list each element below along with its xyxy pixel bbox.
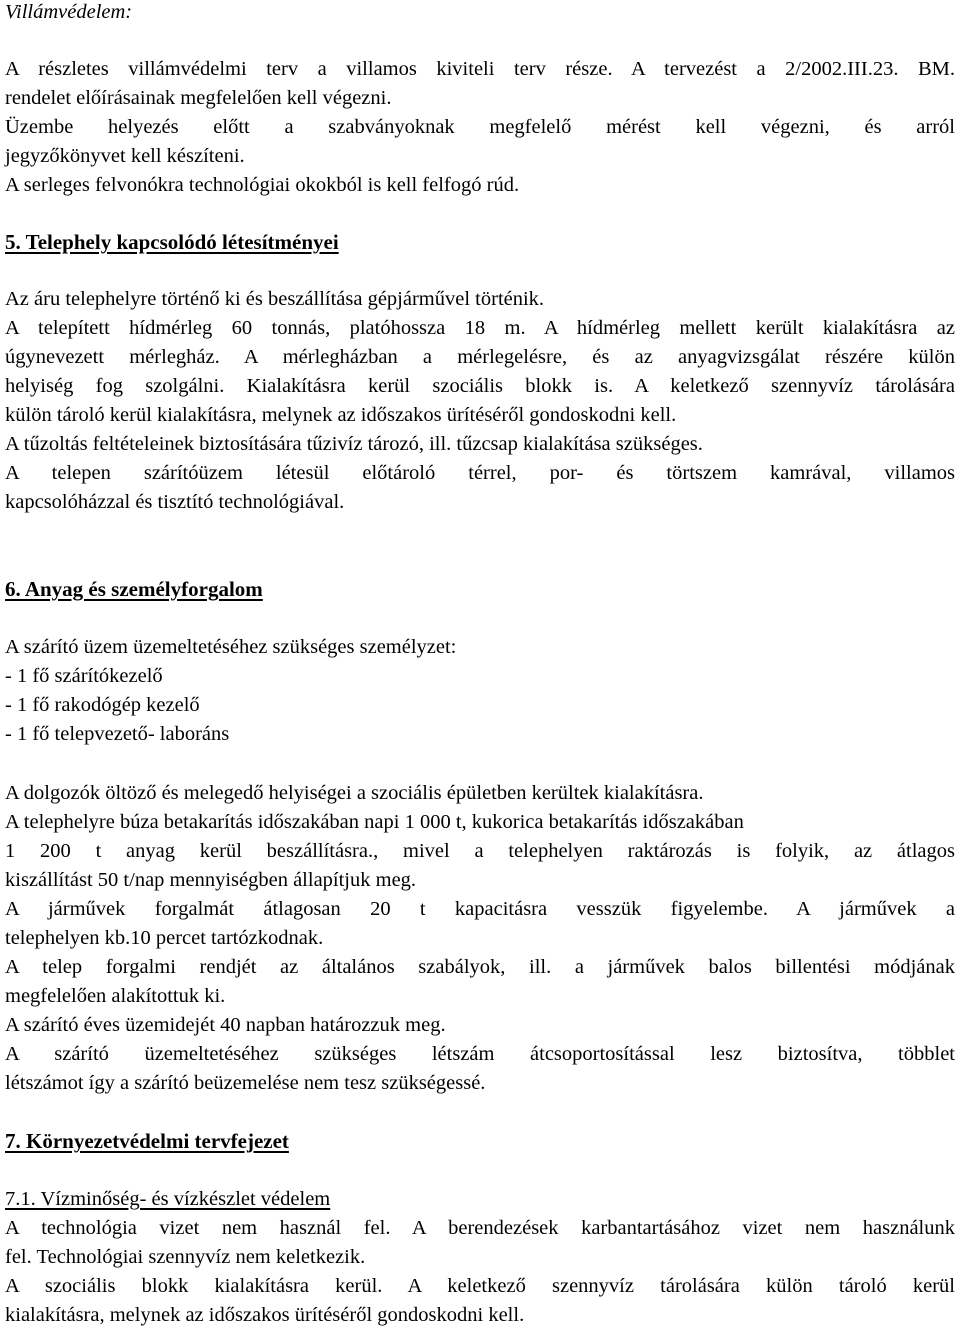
paragraph-line: A telepített hídmérleg 60 tonnás, platóhossza 18 m. A hídmérleg mellett került kialakításra az bbox=[5, 317, 955, 339]
list-item: - 1 fő telepvezető- laboráns bbox=[5, 723, 230, 745]
paragraph-line: A telephelyre búza betakarítás időszakában napi 1 000 t, kukorica betakarítás időszakában bbox=[5, 811, 744, 833]
paragraph-line: kialakításra, melynek az időszakos ürítéséről gondoskodni kell. bbox=[5, 1304, 525, 1326]
paragraph-line: megfelelően alakítottuk ki. bbox=[5, 985, 226, 1007]
list-item: - 1 fő rakodógép kezelő bbox=[5, 694, 200, 716]
paragraph-line: fel. Technológiai szennyvíz nem keletkezik. bbox=[5, 1246, 366, 1268]
paragraph-line: A szárító üzem üzemeltetéséhez szükséges személyzet: bbox=[5, 636, 457, 658]
paragraph-line: A szárító éves üzemidejét 40 napban határozzuk meg. bbox=[5, 1014, 446, 1036]
paragraph-line: kapcsolóházzal és tisztító technológiával. bbox=[5, 491, 345, 513]
paragraph-line: létszámot így a szárító beüzemelése nem tesz szükségessé. bbox=[5, 1072, 486, 1094]
paragraph-line: rendelet előírásainak megfelelően kell végezni. bbox=[5, 87, 392, 109]
section-heading-5: 5. Telephely kapcsolódó létesítményei bbox=[5, 230, 339, 254]
paragraph-line: jegyzőkönyvet kell készíteni. bbox=[5, 145, 245, 167]
paragraph-line: külön tároló kerül kialakításra, melynek az időszakos ürítéséről gondoskodni kell. bbox=[5, 404, 677, 426]
paragraph-line: helyiség fog szolgálni. Kialakításra kerül szociális blokk is. A keletkező szennyvíz tárolására bbox=[5, 375, 955, 397]
paragraph-line: A technológia vizet nem használ fel. A berendezések karbantartásához vizet nem használunk bbox=[5, 1217, 955, 1239]
section-title-villamvedelem: Villámvédelem: bbox=[5, 1, 133, 23]
paragraph-line: A dolgozók öltöző és melegedő helyiségei a szociális épületben kerültek kialakításra. bbox=[5, 782, 704, 804]
paragraph-line: A serleges felvonókra technológiai okokból is kell felfogó rúd. bbox=[5, 174, 520, 196]
paragraph-line: Az áru telephelyre történő ki és beszállítása gépjárművel történik. bbox=[5, 288, 545, 310]
paragraph-line: 1 200 t anyag kerül beszállításra., mivel a telephelyen raktározás is folyik, az átlagos bbox=[5, 840, 955, 862]
section-heading-7: 7. Környezetvédelmi tervfejezet bbox=[5, 1129, 289, 1153]
paragraph-line: úgynevezett mérlegház. A mérlegházban a mérlegelésre, és az anyagvizsgálat részére külön bbox=[5, 346, 955, 368]
paragraph-line: A tűzoltás feltételeinek biztosítására tűzivíz tározó, ill. tűzcsap kialakítása szükséges. bbox=[5, 433, 703, 455]
paragraph-line: A telepen szárítóüzem létesül előtároló térrel, por- és törtszem kamrával, villamos bbox=[5, 462, 955, 484]
paragraph-line: A szárító üzemeltetéséhez szükséges létszám átcsoportosítással lesz biztosítva, többlet bbox=[5, 1043, 955, 1065]
list-item: - 1 fő szárítókezelő bbox=[5, 665, 163, 687]
paragraph-line: A szociális blokk kialakításra kerül. A keletkező szennyvíz tárolására külön tároló kerül bbox=[5, 1275, 955, 1297]
paragraph-line: Üzembe helyezés előtt a szabványoknak megfelelő mérést kell végezni, és arról bbox=[5, 116, 955, 138]
paragraph-line: A telep forgalmi rendjét az általános szabályok, ill. a járművek balos billentési módjának bbox=[5, 956, 955, 978]
paragraph-line: A részletes villámvédelmi terv a villamos kiviteli terv része. A tervezést a 2/2002.III.23. BM. bbox=[5, 58, 955, 80]
paragraph-line: telephelyen kb.10 percet tartózkodnak. bbox=[5, 927, 324, 949]
subsection-heading-7-1: 7.1. Vízminőség- és vízkészlet védelem bbox=[5, 1188, 331, 1210]
paragraph-line: kiszállítást 50 t/nap mennyiségben állapítjuk meg. bbox=[5, 869, 417, 891]
section-heading-6: 6. Anyag és személyforgalom bbox=[5, 577, 263, 601]
paragraph-line: A járművek forgalmát átlagosan 20 t kapacitásra vesszük figyelembe. A járművek a bbox=[5, 898, 955, 920]
